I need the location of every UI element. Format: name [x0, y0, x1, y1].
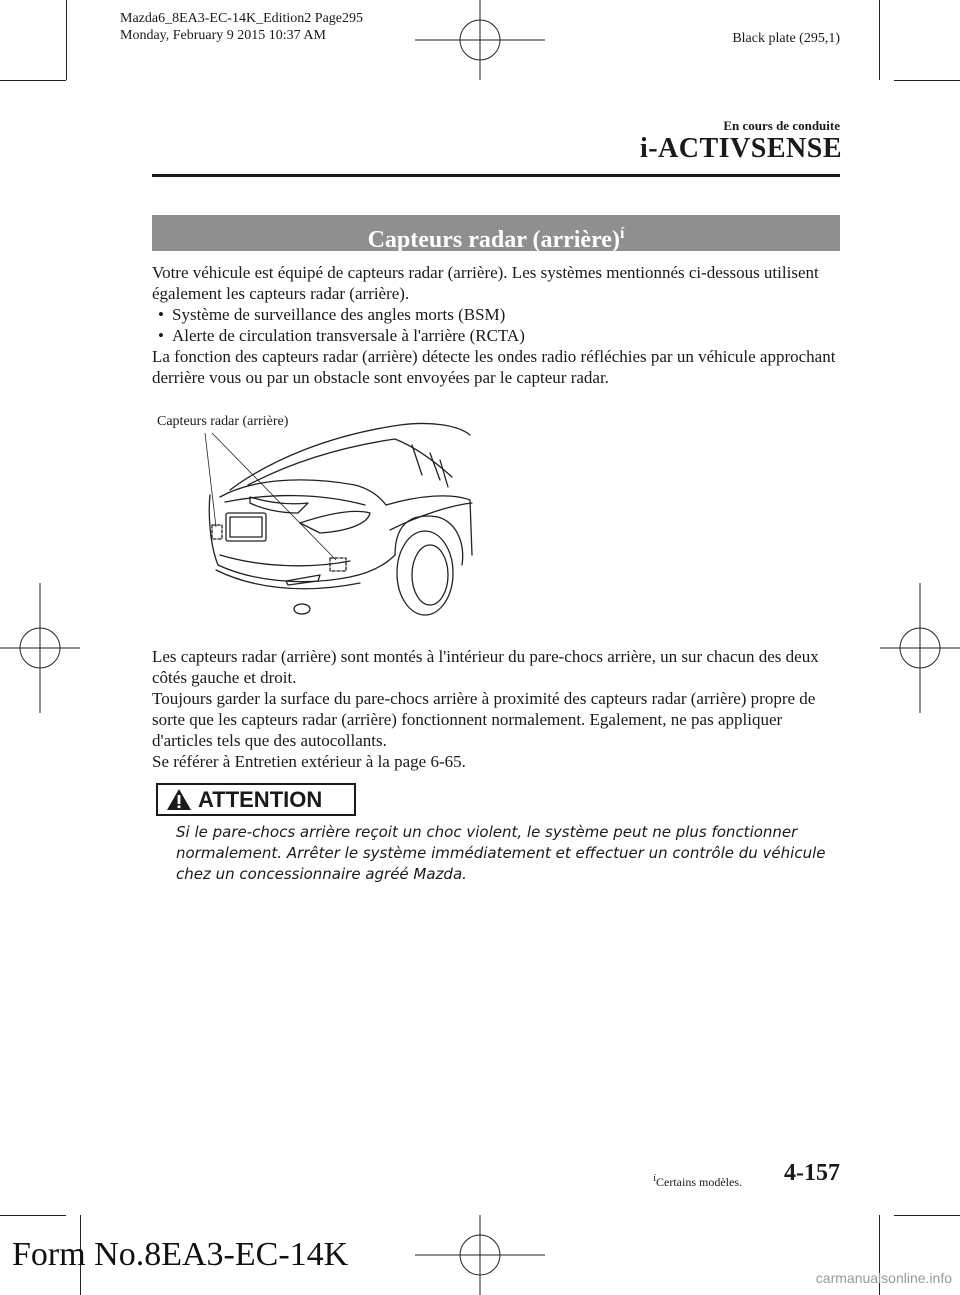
figure-callout-label: Capteurs radar (arrière) — [157, 414, 289, 429]
footnote-text: Certains modèles. — [656, 1175, 742, 1189]
list-item — [158, 304, 505, 325]
cross-reference: Se référer à Entretien extérieur à la page 6-65. — [152, 752, 466, 771]
watermark: carmanualsonline.info — [815, 1270, 952, 1286]
star-icon: í — [619, 225, 625, 242]
warning-icon — [166, 788, 192, 811]
page-title — [152, 215, 840, 251]
mounting-paragraph: Les capteurs radar (arrière) sont montés à l'intérieur du pare-chocs arrière, un sur chacun des deux côtés gauche et droit. — [152, 647, 819, 687]
attention-text: Si le pare-chocs arrière reçoit un choc violent, le système peut ne plus fonctionner normalement. Arrêter le système immédiatement et effectuer un contrôle du véhicule chez un concessionnaire agréé Mazda. — [176, 823, 826, 883]
plate-info: Black plate (295,1) — [732, 31, 840, 46]
chapter-name: En cours de conduite — [723, 118, 840, 133]
print-date-line: Monday, February 9 2015 10:37 AM — [120, 28, 326, 43]
car-rear-illustration — [190, 405, 480, 620]
page-title-text: Capteurs radar (arrière) — [367, 227, 620, 253]
attention-box — [156, 783, 356, 816]
attention-label: ATTENTION — [198, 787, 323, 812]
header-rule — [152, 174, 840, 177]
intro-paragraph: Votre véhicule est équipé de capteurs radar (arrière). Les systèmes mentionnés ci-dessous utilisent également les capteurs radar (arrière). — [152, 263, 819, 303]
list-item-text: Système de surveillance des angles morts (BSM) — [172, 305, 506, 324]
form-number: Form No.8EA3-EC-14K — [12, 1236, 349, 1273]
maintenance-paragraph: Toujours garder la surface du pare-chocs arrière à proximité des capteurs radar (arrière) propre de sorte que les capteurs radar (arrière) fonctionnent normalement. Egalement, ne pas appliquer d'articles tels que des autocollants. — [152, 689, 816, 750]
page-number: 4-157 — [784, 1160, 840, 1186]
list-item-text: Alerte de circulation transversale à l'arrière (RCTA) — [172, 326, 525, 345]
footnote — [653, 1173, 742, 1190]
section-title: i-ACTIVSENSE — [639, 133, 842, 164]
bullet-icon: • — [158, 326, 164, 345]
star-icon: í — [653, 1173, 657, 1184]
bullet-icon: • — [158, 305, 164, 324]
description-paragraph: La fonction des capteurs radar (arrière) détecte les ondes radio réfléchies par un véhicule approchant derrière vous ou par un obstacle sont envoyées par le capteur radar. — [152, 347, 836, 387]
print-file-line: Mazda6_8EA3-EC-14K_Edition2 Page295 — [120, 11, 364, 26]
list-item — [158, 325, 525, 346]
